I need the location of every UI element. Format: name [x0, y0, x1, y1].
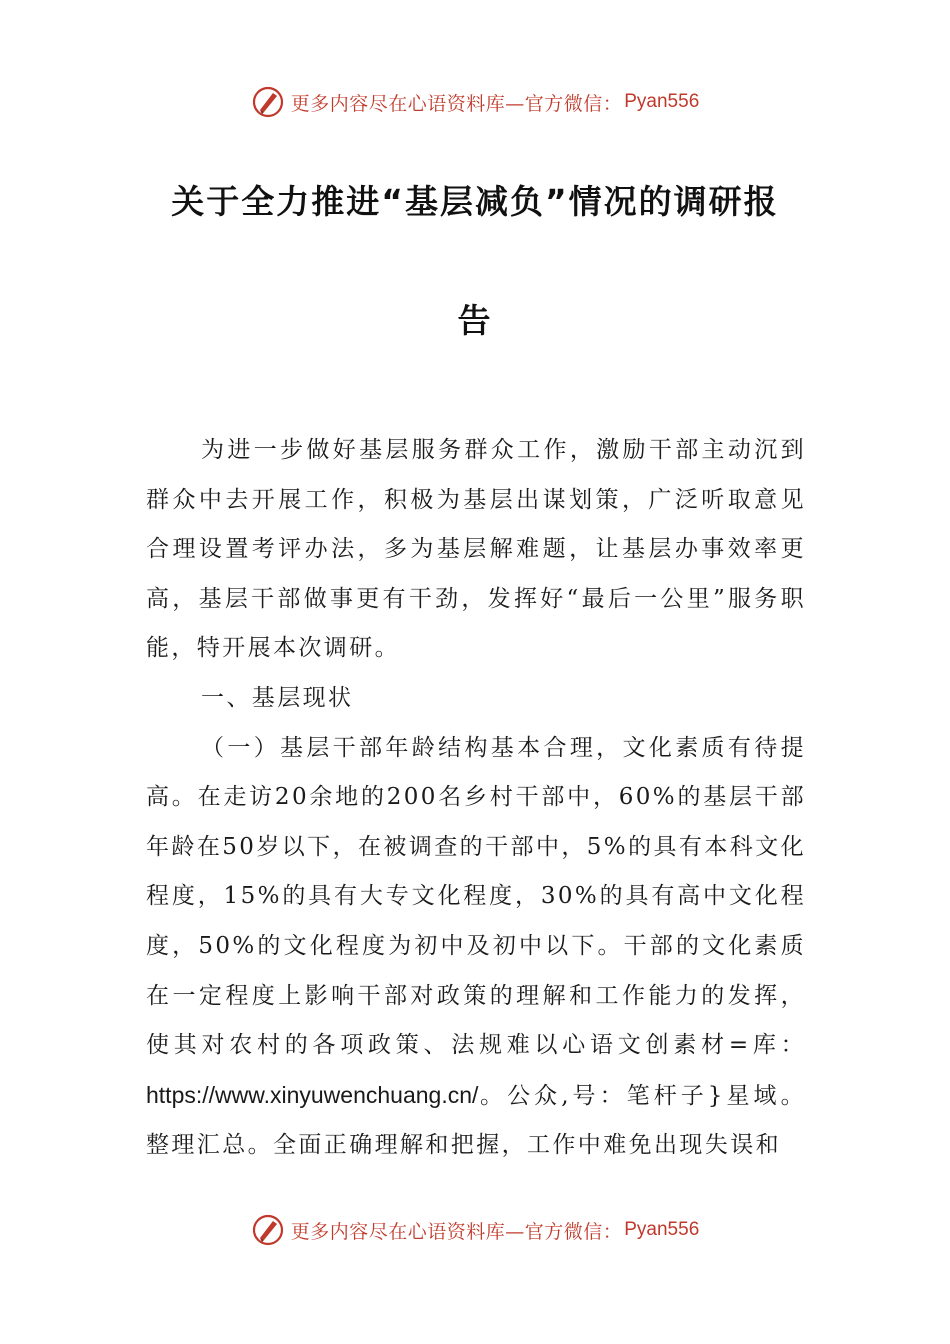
page-title-line-2: 告 [457, 301, 493, 340]
paragraph-1 [146, 724, 806, 1171]
pen-logo-icon [251, 1213, 285, 1247]
page-title-line-1: 关于全力推进“基层减负”情况的调研报 [171, 182, 779, 221]
section-heading: 一、基层现状 [201, 684, 354, 711]
wechat-id: Pyan556 [624, 1219, 700, 1240]
pen-logo-icon [251, 85, 285, 119]
wechat-id: Pyan556 [624, 91, 700, 112]
intro-paragraph: 为进一步做好基层服务群众工作，激励干部主动沉到群众中去开展工作，积极为基层出谋划策，广泛听取意见合理设置考评办法，多为基层解难题，让基层办事效率更高，基层干部做事更有干劲，发挥好“最后一公里”服务职能，特开展本次调研。 [146, 437, 806, 662]
header-banner [0, 82, 950, 122]
paragraph-1-text: （一）基层干部年龄结构基本合理，文化素质有待提高。在走访20余地的200名乡村干部中，60%的基层干部年龄在50岁以下，在被调查的干部中，5%的具有本科文化程度，15%的具有大专文化程度，30%的具有高中文化程度，50%的文化程度为初中及初中以下。干部的文化素质在一定程度上影响干部对政策的理解和工作能力的发挥，使其对农村的各项政策、法规难以心语文创素材=库： [146, 734, 806, 1059]
banner-text: 更多内容尽在心语资料库—官方微信： [290, 1220, 623, 1243]
paragraph-1-continued: 。公众,号：笔杆子}星域。整理汇总。全面正确理解和把握，工作中难免出现失误和 [146, 1082, 806, 1159]
source-url: https://www.xinyuwenchuang.cn/ [146, 1081, 479, 1108]
footer-banner [0, 1210, 950, 1250]
document-body [146, 426, 806, 1171]
banner-text: 更多内容尽在心语资料库—官方微信： [290, 92, 623, 115]
